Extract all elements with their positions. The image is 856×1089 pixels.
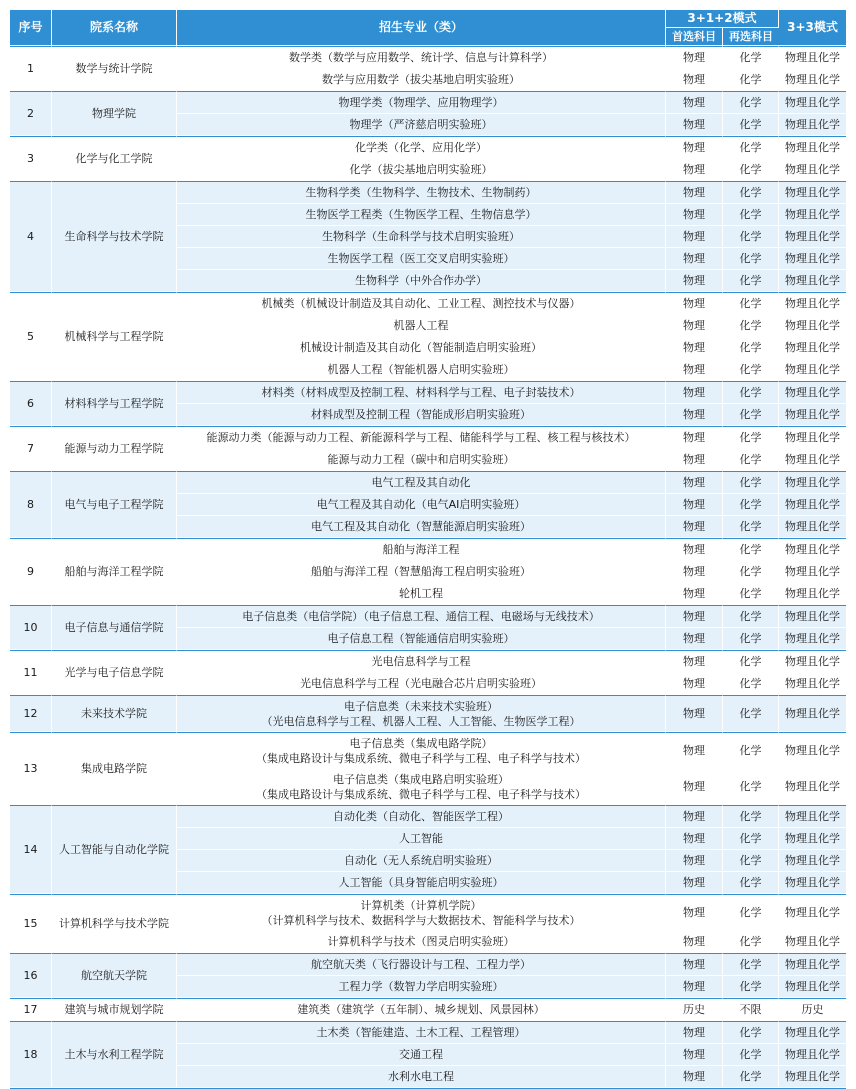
dept-name: 材料科学与工程学院 (52, 381, 177, 426)
mode-33-subject: 物理且化学 (779, 449, 846, 471)
second-subject: 化学 (723, 226, 779, 248)
first-subject: 物理 (666, 270, 723, 292)
first-subject: 物理 (666, 494, 723, 516)
table-body (10, 46, 846, 1088)
major-cell (177, 494, 666, 516)
row-index: 2 (10, 91, 52, 136)
row-index: 17 (10, 998, 52, 1021)
mode-33-subject: 物理且化学 (779, 494, 846, 516)
first-subject: 物理 (666, 673, 723, 695)
major-name: 机器人工程（智能机器人启明实验班） (327, 363, 515, 376)
dept-name: 电子信息与通信学院 (52, 605, 177, 650)
first-subject: 物理 (666, 931, 723, 953)
second-subject: 化学 (723, 292, 779, 315)
major-cell (177, 1066, 666, 1088)
mode-33-subject: 物理且化学 (779, 270, 846, 292)
major-name: 电气工程及其自动化 (371, 476, 471, 489)
table-row (10, 953, 846, 976)
second-subject: 化学 (723, 894, 779, 931)
major-cell (177, 1021, 666, 1044)
major-name: 光电信息科学与工程（光电融合芯片启明实验班） (300, 677, 542, 690)
major-cell (177, 769, 666, 805)
dept-name: 土木与水利工程学院 (52, 1021, 177, 1088)
row-index: 18 (10, 1021, 52, 1088)
first-subject: 物理 (666, 46, 723, 69)
mode-33-subject: 物理且化学 (779, 583, 846, 605)
table-header (10, 10, 846, 46)
second-subject: 化学 (723, 732, 779, 769)
major-cell (177, 998, 666, 1021)
second-subject: 化学 (723, 248, 779, 270)
major-detail: （光电信息科学与工程、机器人工程、人工智能、生物医学工程） (261, 714, 581, 728)
dept-name: 数学与统计学院 (52, 46, 177, 91)
mode-33-subject: 物理且化学 (779, 114, 846, 136)
first-subject: 历史 (666, 998, 723, 1021)
major-name: 工程力学（数智力学启明实验班） (338, 980, 504, 993)
major-cell (177, 894, 666, 931)
major-name: 生物科学（生命科学与技术启明实验班） (322, 230, 520, 243)
major-detail: （集成电路设计与集成系统、微电子科学与工程、电子科学与技术） (256, 787, 586, 801)
mode-33-subject: 物理且化学 (779, 1044, 846, 1066)
mode-33-subject: 物理且化学 (779, 605, 846, 628)
mode-33-subject: 物理且化学 (779, 561, 846, 583)
major-cell (177, 449, 666, 471)
mode-33-subject: 物理且化学 (779, 538, 846, 561)
second-subject: 化学 (723, 315, 779, 337)
major-cell (177, 605, 666, 628)
mode-33-subject: 物理且化学 (779, 91, 846, 114)
second-subject: 化学 (723, 538, 779, 561)
mode-33-subject: 物理且化学 (779, 359, 846, 381)
major-cell (177, 673, 666, 695)
dept-name: 航空航天学院 (52, 953, 177, 998)
major-name: 化学类（化学、应用化学） (355, 141, 487, 154)
major-cell (177, 404, 666, 426)
first-subject: 物理 (666, 976, 723, 998)
first-subject: 物理 (666, 91, 723, 114)
row-index: 1 (10, 46, 52, 91)
dept-name: 计算机科学与技术学院 (52, 894, 177, 953)
major-cell (177, 650, 666, 673)
mode-33-subject: 物理且化学 (779, 673, 846, 695)
mode-33-subject: 物理且化学 (779, 828, 846, 850)
row-index: 7 (10, 426, 52, 471)
second-subject: 化学 (723, 605, 779, 628)
major-name: 人工智能 (399, 832, 443, 845)
major-detail: （计算机科学与技术、数据科学与大数据技术、智能科学与技术） (261, 913, 581, 927)
second-subject: 化学 (723, 494, 779, 516)
major-name: 轮机工程 (399, 587, 443, 600)
major-cell (177, 538, 666, 561)
major-name: 自动化类（自动化、智能医学工程） (333, 810, 509, 823)
major-cell (177, 976, 666, 998)
row-index: 4 (10, 181, 52, 292)
table-row (10, 136, 846, 159)
dept-name: 建筑与城市规划学院 (52, 998, 177, 1021)
major-cell (177, 315, 666, 337)
mode-33-subject: 物理且化学 (779, 337, 846, 359)
major-cell (177, 1044, 666, 1066)
mode-33-subject: 物理且化学 (779, 516, 846, 538)
major-name: 电气工程及其自动化（智慧能源启明实验班） (311, 520, 531, 533)
major-cell (177, 181, 666, 204)
dept-name: 光学与电子信息学院 (52, 650, 177, 695)
major-cell (177, 292, 666, 315)
major-cell (177, 850, 666, 872)
second-subject: 化学 (723, 337, 779, 359)
first-subject: 物理 (666, 136, 723, 159)
major-detail: （集成电路设计与集成系统、微电子科学与工程、电子科学与技术） (256, 751, 586, 765)
row-index: 13 (10, 732, 52, 805)
first-subject: 物理 (666, 1044, 723, 1066)
second-subject: 化学 (723, 953, 779, 976)
major-cell (177, 136, 666, 159)
major-name: 材料类（材料成型及控制工程、材料科学与工程、电子封装技术） (261, 386, 581, 399)
second-subject: 化学 (723, 1021, 779, 1044)
second-subject: 化学 (723, 628, 779, 650)
row-index: 9 (10, 538, 52, 605)
major-name: 土木类（智能建造、土木工程、工程管理） (316, 1026, 526, 1039)
first-subject: 物理 (666, 204, 723, 226)
second-subject: 化学 (723, 159, 779, 181)
first-subject: 物理 (666, 292, 723, 315)
major-name: 电气工程及其自动化（电气AI启明实验班） (316, 498, 526, 511)
second-subject: 化学 (723, 583, 779, 605)
table-row (10, 894, 846, 931)
major-name: 数学类（数学与应用数学、统计学、信息与计算科学） (289, 51, 553, 64)
first-subject: 物理 (666, 583, 723, 605)
major-cell (177, 872, 666, 894)
second-subject: 化学 (723, 769, 779, 805)
mode-33-subject: 物理且化学 (779, 226, 846, 248)
mode-33-subject: 物理且化学 (779, 69, 846, 91)
table-row (10, 732, 846, 769)
mode-33-subject: 物理且化学 (779, 769, 846, 805)
dept-name: 物理学院 (52, 91, 177, 136)
second-subject: 化学 (723, 805, 779, 828)
admission-table (10, 10, 846, 1089)
second-subject: 化学 (723, 69, 779, 91)
major-name: 能源动力类（能源与动力工程、新能源科学与工程、储能科学与工程、核工程与核技术） (206, 431, 636, 444)
major-name: 建筑类（建筑学（五年制）、城乡规划、风景园林） (297, 1003, 545, 1016)
major-name: 电子信息类（集成电路启明实验班） (333, 772, 509, 786)
major-name: 自动化（无人系统启明实验班） (344, 854, 498, 867)
major-name: 数学与应用数学（拔尖基地启明实验班） (322, 73, 520, 86)
major-cell (177, 695, 666, 732)
row-index: 15 (10, 894, 52, 953)
row-index: 6 (10, 381, 52, 426)
major-name: 电子信息类（电信学院）（电子信息工程、通信工程、电磁场与无线技术） (242, 610, 600, 623)
mode-33-subject: 物理且化学 (779, 136, 846, 159)
mode-33-subject: 历史 (779, 998, 846, 1021)
major-name: 物理学（严济慈启明实验班） (349, 118, 493, 131)
table-row (10, 91, 846, 114)
first-subject: 物理 (666, 181, 723, 204)
row-index: 10 (10, 605, 52, 650)
second-subject: 化学 (723, 650, 779, 673)
dept-name: 能源与动力工程学院 (52, 426, 177, 471)
row-index: 3 (10, 136, 52, 181)
mode-33-subject: 物理且化学 (779, 381, 846, 404)
major-name: 生物医学工程类（生物医学工程、生物信息学） (305, 208, 537, 221)
row-index: 8 (10, 471, 52, 538)
major-cell (177, 953, 666, 976)
mode-33-subject: 物理且化学 (779, 159, 846, 181)
second-subject: 化学 (723, 976, 779, 998)
second-subject: 化学 (723, 561, 779, 583)
second-subject: 化学 (723, 828, 779, 850)
major-cell (177, 159, 666, 181)
mode-33-subject: 物理且化学 (779, 695, 846, 732)
major-name: 交通工程 (399, 1048, 443, 1061)
first-subject: 物理 (666, 732, 723, 769)
second-subject: 化学 (723, 1044, 779, 1066)
mode-33-subject: 物理且化学 (779, 805, 846, 828)
second-subject: 化学 (723, 114, 779, 136)
second-subject: 化学 (723, 931, 779, 953)
major-name: 生物科学（中外合作办学） (355, 274, 487, 287)
mode-33-subject: 物理且化学 (779, 872, 846, 894)
row-index: 12 (10, 695, 52, 732)
second-subject: 化学 (723, 204, 779, 226)
major-name: 人工智能（具身智能启明实验班） (338, 876, 504, 889)
first-subject: 物理 (666, 953, 723, 976)
table-row (10, 805, 846, 828)
second-subject: 化学 (723, 673, 779, 695)
mode-33-subject: 物理且化学 (779, 471, 846, 494)
mode-33-subject: 物理且化学 (779, 181, 846, 204)
mode-33-subject: 物理且化学 (779, 46, 846, 69)
table-row (10, 381, 846, 404)
second-subject: 化学 (723, 449, 779, 471)
major-name: 电子信息工程（智能通信启明实验班） (327, 632, 515, 645)
major-cell (177, 248, 666, 270)
major-name: 能源与动力工程（碳中和启明实验班） (327, 453, 515, 466)
second-subject: 化学 (723, 872, 779, 894)
mode-33-subject: 物理且化学 (779, 931, 846, 953)
second-subject: 化学 (723, 1066, 779, 1088)
header-first-subject: 首选科目 (666, 28, 723, 46)
second-subject: 化学 (723, 46, 779, 69)
major-name: 航空航天类（飞行器设计与工程、工程力学） (311, 958, 531, 971)
first-subject: 物理 (666, 449, 723, 471)
major-cell (177, 270, 666, 292)
mode-33-subject: 物理且化学 (779, 292, 846, 315)
mode-33-subject: 物理且化学 (779, 404, 846, 426)
dept-name: 机械科学与工程学院 (52, 292, 177, 381)
row-index: 5 (10, 292, 52, 381)
mode-33-subject: 物理且化学 (779, 1021, 846, 1044)
header-index: 序号 (10, 10, 52, 46)
row-index: 11 (10, 650, 52, 695)
major-name: 生物医学工程（医工交叉启明实验班） (327, 252, 515, 265)
header-mode-33: 3+3模式 (779, 10, 846, 46)
first-subject: 物理 (666, 359, 723, 381)
major-cell (177, 583, 666, 605)
first-subject: 物理 (666, 426, 723, 449)
second-subject: 不限 (723, 998, 779, 1021)
header-mode-312: 3+1+2模式 (666, 10, 779, 28)
major-name: 材料成型及控制工程（智能成形启明实验班） (311, 408, 531, 421)
major-name: 计算机类（计算机学院） (360, 898, 482, 912)
dept-name: 未来技术学院 (52, 695, 177, 732)
first-subject: 物理 (666, 605, 723, 628)
major-cell (177, 828, 666, 850)
major-cell (177, 471, 666, 494)
second-subject: 化学 (723, 270, 779, 292)
major-name: 船舶与海洋工程（智慧船海工程启明实验班） (311, 565, 531, 578)
mode-33-subject: 物理且化学 (779, 315, 846, 337)
first-subject: 物理 (666, 315, 723, 337)
major-cell (177, 732, 666, 769)
table-row (10, 292, 846, 315)
major-name: 化学（拔尖基地启明实验班） (349, 163, 493, 176)
first-subject: 物理 (666, 769, 723, 805)
major-name: 水利水电工程 (388, 1070, 454, 1083)
dept-name: 人工智能与自动化学院 (52, 805, 177, 894)
second-subject: 化学 (723, 404, 779, 426)
first-subject: 物理 (666, 248, 723, 270)
first-subject: 物理 (666, 650, 723, 673)
first-subject: 物理 (666, 695, 723, 732)
second-subject: 化学 (723, 516, 779, 538)
first-subject: 物理 (666, 69, 723, 91)
mode-33-subject: 物理且化学 (779, 976, 846, 998)
mode-33-subject: 物理且化学 (779, 894, 846, 931)
first-subject: 物理 (666, 226, 723, 248)
mode-33-subject: 物理且化学 (779, 1066, 846, 1088)
major-name: 光电信息科学与工程 (371, 655, 471, 668)
first-subject: 物理 (666, 337, 723, 359)
table-row (10, 426, 846, 449)
second-subject: 化学 (723, 91, 779, 114)
major-name: 计算机科学与技术（图灵启明实验班） (327, 935, 515, 948)
mode-33-subject: 物理且化学 (779, 628, 846, 650)
table-row (10, 998, 846, 1021)
first-subject: 物理 (666, 538, 723, 561)
major-name: 机械设计制造及其自动化（智能制造启明实验班） (300, 341, 542, 354)
first-subject: 物理 (666, 828, 723, 850)
major-name: 物理学类（物理学、应用物理学） (338, 96, 504, 109)
header-second-subject: 再选科目 (723, 28, 779, 46)
first-subject: 物理 (666, 628, 723, 650)
major-cell (177, 204, 666, 226)
table-row (10, 471, 846, 494)
mode-33-subject: 物理且化学 (779, 650, 846, 673)
first-subject: 物理 (666, 404, 723, 426)
major-name: 机械类（机械设计制造及其自动化、工业工程、测控技术与仪器） (261, 297, 581, 310)
major-cell (177, 426, 666, 449)
table-row (10, 46, 846, 69)
table-row (10, 605, 846, 628)
major-name: 船舶与海洋工程 (382, 543, 460, 556)
second-subject: 化学 (723, 359, 779, 381)
major-cell (177, 359, 666, 381)
table-row (10, 650, 846, 673)
dept-name: 集成电路学院 (52, 732, 177, 805)
first-subject: 物理 (666, 159, 723, 181)
major-cell (177, 337, 666, 359)
first-subject: 物理 (666, 114, 723, 136)
header-dept: 院系名称 (52, 10, 177, 46)
second-subject: 化学 (723, 850, 779, 872)
first-subject: 物理 (666, 516, 723, 538)
second-subject: 化学 (723, 471, 779, 494)
first-subject: 物理 (666, 894, 723, 931)
first-subject: 物理 (666, 561, 723, 583)
mode-33-subject: 物理且化学 (779, 426, 846, 449)
row-index: 16 (10, 953, 52, 998)
table-row (10, 695, 846, 732)
table-row (10, 1021, 846, 1044)
first-subject: 物理 (666, 471, 723, 494)
major-name: 生物科学类（生物科学、生物技术、生物制药） (305, 186, 537, 199)
major-cell (177, 381, 666, 404)
mode-33-subject: 物理且化学 (779, 248, 846, 270)
dept-name: 化学与化工学院 (52, 136, 177, 181)
first-subject: 物理 (666, 850, 723, 872)
dept-name: 电气与电子工程学院 (52, 471, 177, 538)
major-cell (177, 628, 666, 650)
major-cell (177, 931, 666, 953)
major-cell (177, 46, 666, 69)
second-subject: 化学 (723, 695, 779, 732)
major-cell (177, 561, 666, 583)
second-subject: 化学 (723, 426, 779, 449)
first-subject: 物理 (666, 805, 723, 828)
second-subject: 化学 (723, 136, 779, 159)
mode-33-subject: 物理且化学 (779, 953, 846, 976)
second-subject: 化学 (723, 181, 779, 204)
major-name: 电子信息类（未来技术实验班） (344, 699, 498, 713)
dept-name: 生命科学与技术学院 (52, 181, 177, 292)
major-cell (177, 114, 666, 136)
dept-name: 船舶与海洋工程学院 (52, 538, 177, 605)
mode-33-subject: 物理且化学 (779, 732, 846, 769)
first-subject: 物理 (666, 872, 723, 894)
row-index: 14 (10, 805, 52, 894)
major-name: 机器人工程 (393, 319, 449, 332)
second-subject: 化学 (723, 381, 779, 404)
major-cell (177, 226, 666, 248)
major-name: 电子信息类（集成电路学院） (349, 736, 493, 750)
first-subject: 物理 (666, 1066, 723, 1088)
first-subject: 物理 (666, 1021, 723, 1044)
table-row (10, 181, 846, 204)
major-cell (177, 69, 666, 91)
table-row (10, 538, 846, 561)
mode-33-subject: 物理且化学 (779, 204, 846, 226)
major-cell (177, 91, 666, 114)
header-major: 招生专业（类） (177, 10, 666, 46)
major-cell (177, 516, 666, 538)
first-subject: 物理 (666, 381, 723, 404)
major-cell (177, 805, 666, 828)
mode-33-subject: 物理且化学 (779, 850, 846, 872)
